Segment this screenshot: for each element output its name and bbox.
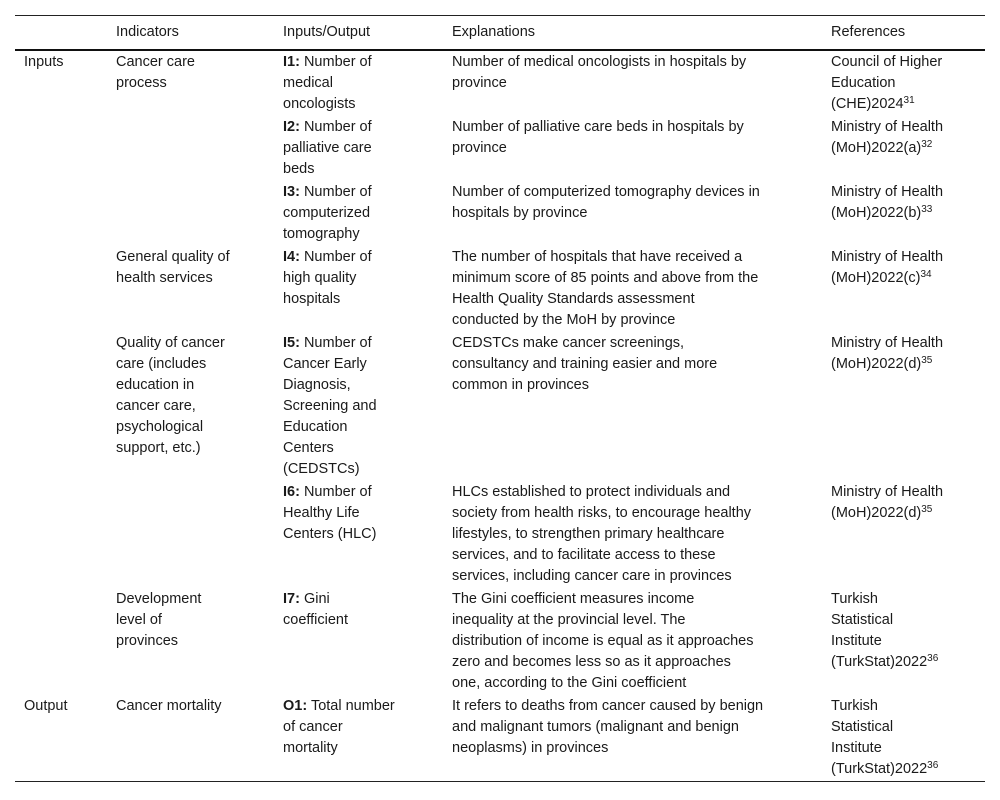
reference-text: Council of Higher Education (CHE)2024	[831, 54, 943, 112]
reference-number[interactable]: 31	[903, 95, 915, 106]
explanation-cell: CEDSTCs make cancer screenings, consultancy and training easier and more common in provinces	[452, 335, 718, 393]
reference-cell	[822, 50, 985, 116]
header-group	[15, 16, 107, 51]
explanation-cell: HLCs established to protect individuals and society from health risks, to encourage healthy lifestyles, to strengthen primary healthcare services, and to facilitate access to these services, including cancer care in provinces	[452, 484, 752, 584]
table-row	[15, 588, 985, 695]
reference-cell	[822, 181, 985, 246]
variable-name: Total number of cancer mortality	[283, 698, 395, 756]
header-references: References	[831, 24, 906, 40]
reference-number[interactable]: 34	[920, 269, 932, 280]
reference-number[interactable]: 33	[921, 204, 933, 215]
variable-name: Number of palliative care beds	[283, 119, 372, 177]
reference-cell	[822, 695, 985, 782]
explanation-cell: Number of medical oncologists in hospitals by province	[452, 54, 747, 91]
reference-cell	[822, 116, 985, 181]
reference-text: Ministry of Health (MoH)2022(b)	[831, 184, 944, 221]
reference-text: Ministry of Health (MoH)2022(a)	[831, 119, 944, 156]
explanation-cell: The Gini coefficient measures income inequality at the provincial level. The distribution of income is equal as it approaches zero and becomes less so as it approaches one, according to the Gini coefficient	[452, 591, 754, 691]
variable-code: O1:	[283, 698, 308, 714]
indicator-development-level: Development level of provinces	[116, 591, 202, 649]
variable-code: I7:	[283, 591, 300, 607]
header-explanations: Explanations	[452, 24, 536, 40]
indicator-cancer-mortality: Cancer mortality	[116, 698, 222, 714]
explanation-cell: It refers to deaths from cancer caused by benign and malignant tumors (malignant and benign neoplasms) in provinces	[452, 698, 764, 756]
indicator-quality-cancer-care: Quality of cancer care (includes education in cancer care, psychological support, etc.)	[116, 335, 225, 456]
group-output: Output	[24, 698, 68, 714]
reference-text: Ministry of Health (MoH)2022(d)	[831, 335, 944, 372]
input-output-cell	[274, 695, 443, 782]
variable-name: Number of Cancer Early Diagnosis, Screening and Education Centers (CEDSTCs)	[283, 335, 377, 477]
variable-name: Gini coefficient	[283, 591, 349, 628]
indicator-cancer-care-process: Cancer care process	[116, 54, 195, 91]
table-row	[15, 50, 985, 116]
indicators-table	[15, 15, 985, 782]
reference-number[interactable]: 35	[921, 504, 933, 515]
reference-text: Turkish Statistical Institute (TurkStat)2022	[831, 698, 928, 777]
input-output-cell	[274, 116, 443, 181]
variable-code: I2:	[283, 119, 300, 135]
reference-number[interactable]: 32	[921, 139, 933, 150]
reference-text: Ministry of Health (MoH)2022(c)	[831, 249, 944, 286]
reference-number[interactable]: 36	[927, 653, 939, 664]
group-inputs: Inputs	[24, 54, 64, 70]
input-output-cell	[274, 50, 443, 116]
reference-number[interactable]: 36	[927, 760, 939, 771]
input-output-cell	[274, 588, 443, 695]
indicator-general-quality: General quality of health services	[116, 249, 230, 286]
input-output-cell	[274, 246, 443, 332]
table-row	[15, 695, 985, 782]
table-row	[15, 332, 985, 481]
variable-code: I6:	[283, 484, 300, 500]
header-indicators: Indicators	[116, 24, 179, 40]
explanation-cell: Number of computerized tomography devices in hospitals by province	[452, 184, 760, 221]
input-output-cell	[274, 481, 443, 588]
variable-name: Number of medical oncologists	[283, 54, 372, 112]
input-output-cell	[274, 332, 443, 481]
reference-number[interactable]: 35	[921, 355, 933, 366]
table-row	[15, 246, 985, 332]
reference-text: Ministry of Health (MoH)2022(d)	[831, 484, 944, 521]
variable-code: I3:	[283, 184, 300, 200]
variable-name: Number of Healthy Life Centers (HLC)	[283, 484, 377, 542]
variable-code: I1:	[283, 54, 300, 70]
variable-name: Number of computerized tomography	[283, 184, 372, 242]
input-output-cell	[274, 181, 443, 246]
variable-code: I5:	[283, 335, 300, 351]
table-header-row	[15, 16, 985, 51]
header-inputs-output: Inputs/Output	[283, 24, 371, 40]
variable-name: Number of high quality hospitals	[283, 249, 372, 307]
reference-cell	[822, 332, 985, 481]
variable-code: I4:	[283, 249, 300, 265]
reference-text: Turkish Statistical Institute (TurkStat)2022	[831, 591, 928, 670]
explanation-cell: Number of palliative care beds in hospitals by province	[452, 119, 744, 156]
explanation-cell: The number of hospitals that have received a minimum score of 85 points and above from the Health Quality Standards assessment conducted by the MoH by province	[452, 249, 759, 328]
reference-cell	[822, 481, 985, 588]
reference-cell	[822, 588, 985, 695]
reference-cell	[822, 246, 985, 332]
